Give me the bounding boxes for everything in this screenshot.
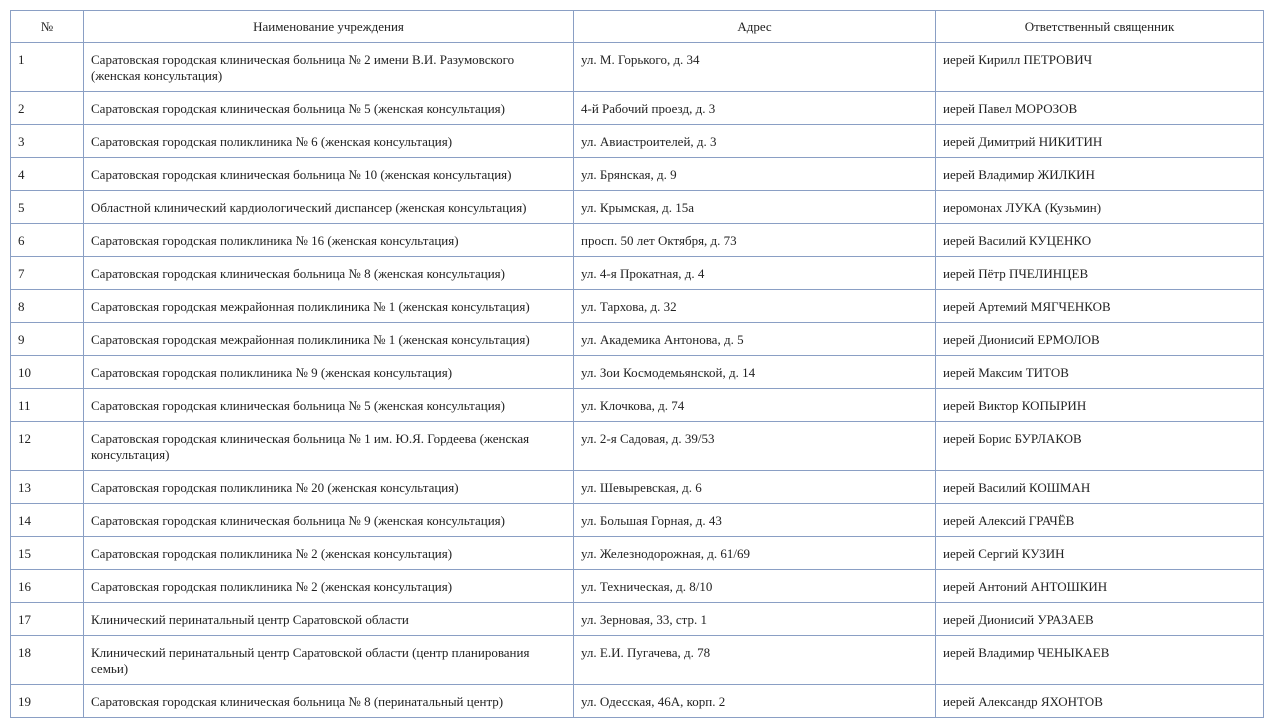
- cell-institution-name: Саратовская городская поликлиника № 6 (женская консультация): [84, 125, 574, 158]
- header-responsible-priest: Ответственный священник: [936, 11, 1264, 43]
- cell-address: ул. М. Горького, д. 34: [574, 43, 936, 92]
- cell-institution-name: Саратовская городская поликлиника № 16 (женская консультация): [84, 224, 574, 257]
- table-row: [11, 125, 1264, 158]
- cell-priest: иерей Борис БУРЛАКОВ: [936, 422, 1264, 471]
- header-address: Адрес: [574, 11, 936, 43]
- cell-number: 3: [11, 125, 84, 158]
- cell-number: 15: [11, 537, 84, 570]
- cell-number: 5: [11, 191, 84, 224]
- cell-number: 14: [11, 504, 84, 537]
- cell-number: 11: [11, 389, 84, 422]
- cell-number: 2: [11, 92, 84, 125]
- cell-number: 18: [11, 636, 84, 685]
- header-institution-name: Наименование учреждения: [84, 11, 574, 43]
- cell-address: ул. Железнодорожная, д. 61/69: [574, 537, 936, 570]
- cell-institution-name: Саратовская городская поликлиника № 20 (женская консультация): [84, 471, 574, 504]
- cell-institution-name: Саратовская городская клиническая больница № 5 (женская консультация): [84, 389, 574, 422]
- cell-institution-name: Саратовская городская межрайонная поликлиника № 1 (женская консультация): [84, 290, 574, 323]
- table-row: [11, 356, 1264, 389]
- table-row: [11, 92, 1264, 125]
- cell-address: ул. Крымская, д. 15а: [574, 191, 936, 224]
- cell-institution-name: Областной клинический кардиологический диспансер (женская консультация): [84, 191, 574, 224]
- hospital-priests-table-container: [10, 10, 1263, 718]
- table-row: [11, 603, 1264, 636]
- cell-priest: иерей Александр ЯХОНТОВ: [936, 685, 1264, 718]
- cell-address: ул. 4-я Прокатная, д. 4: [574, 257, 936, 290]
- cell-institution-name: Клинический перинатальный центр Саратовской области (центр планирования семьи): [84, 636, 574, 685]
- table-row: [11, 422, 1264, 471]
- cell-number: 7: [11, 257, 84, 290]
- cell-priest: иерей Артемий МЯГЧЕНКОВ: [936, 290, 1264, 323]
- cell-priest: иерей Дионисий УРАЗАЕВ: [936, 603, 1264, 636]
- table-header-row: [11, 11, 1264, 43]
- cell-priest: иерей Владимир ЧЕНЫКАЕВ: [936, 636, 1264, 685]
- cell-institution-name: Саратовская городская клиническая больница № 5 (женская консультация): [84, 92, 574, 125]
- table-row: [11, 537, 1264, 570]
- cell-address: 4-й Рабочий проезд, д. 3: [574, 92, 936, 125]
- cell-institution-name: Саратовская городская клиническая больница № 2 имени В.И. Разумовского (женская консультация): [84, 43, 574, 92]
- cell-number: 10: [11, 356, 84, 389]
- cell-number: 6: [11, 224, 84, 257]
- cell-institution-name: Саратовская городская клиническая больница № 9 (женская консультация): [84, 504, 574, 537]
- cell-priest: иерей Максим ТИТОВ: [936, 356, 1264, 389]
- cell-institution-name: Саратовская городская межрайонная поликлиника № 1 (женская консультация): [84, 323, 574, 356]
- table-row: [11, 290, 1264, 323]
- table-row: [11, 43, 1264, 92]
- cell-priest: иерей Пётр ПЧЕЛИНЦЕВ: [936, 257, 1264, 290]
- cell-address: ул. Клочкова, д. 74: [574, 389, 936, 422]
- cell-institution-name: Саратовская городская клиническая больница № 8 (перинатальный центр): [84, 685, 574, 718]
- cell-address: ул. Шевыревская, д. 6: [574, 471, 936, 504]
- cell-address: ул. Тархова, д. 32: [574, 290, 936, 323]
- cell-address: ул. Техническая, д. 8/10: [574, 570, 936, 603]
- table-row: [11, 570, 1264, 603]
- cell-address: ул. Авиастроителей, д. 3: [574, 125, 936, 158]
- cell-institution-name: Саратовская городская поликлиника № 2 (женская консультация): [84, 537, 574, 570]
- cell-number: 9: [11, 323, 84, 356]
- cell-priest: иерей Антоний АНТОШКИН: [936, 570, 1264, 603]
- cell-number: 16: [11, 570, 84, 603]
- table-row: [11, 224, 1264, 257]
- header-number: №: [11, 11, 84, 43]
- cell-number: 17: [11, 603, 84, 636]
- cell-priest: иеромонах ЛУКА (Кузьмин): [936, 191, 1264, 224]
- cell-address: просп. 50 лет Октября, д. 73: [574, 224, 936, 257]
- cell-address: ул. Брянская, д. 9: [574, 158, 936, 191]
- cell-institution-name: Саратовская городская клиническая больница № 1 им. Ю.Я. Гордеева (женская консультация): [84, 422, 574, 471]
- cell-priest: иерей Василий КОШМАН: [936, 471, 1264, 504]
- table-row: [11, 471, 1264, 504]
- table-row: [11, 323, 1264, 356]
- cell-priest: иерей Дионисий ЕРМОЛОВ: [936, 323, 1264, 356]
- cell-institution-name: Саратовская городская поликлиника № 9 (женская консультация): [84, 356, 574, 389]
- cell-institution-name: Саратовская городская поликлиника № 2 (женская консультация): [84, 570, 574, 603]
- cell-institution-name: Саратовская городская клиническая больница № 10 (женская консультация): [84, 158, 574, 191]
- cell-number: 19: [11, 685, 84, 718]
- cell-priest: иерей Василий КУЦЕНКО: [936, 224, 1264, 257]
- cell-priest: иерей Виктор КОПЫРИН: [936, 389, 1264, 422]
- table-row: [11, 389, 1264, 422]
- cell-address: ул. Большая Горная, д. 43: [574, 504, 936, 537]
- table-row: [11, 504, 1264, 537]
- cell-institution-name: Клинический перинатальный центр Саратовской области: [84, 603, 574, 636]
- cell-priest: иерей Кирилл ПЕТРОВИЧ: [936, 43, 1264, 92]
- cell-address: ул. Академика Антонова, д. 5: [574, 323, 936, 356]
- table-row: [11, 636, 1264, 685]
- hospital-priests-table: [10, 10, 1264, 718]
- cell-number: 13: [11, 471, 84, 504]
- cell-number: 4: [11, 158, 84, 191]
- cell-address: ул. Зерновая, 33, стр. 1: [574, 603, 936, 636]
- cell-number: 8: [11, 290, 84, 323]
- cell-address: ул. Зои Космодемьянской, д. 14: [574, 356, 936, 389]
- cell-address: ул. 2-я Садовая, д. 39/53: [574, 422, 936, 471]
- cell-priest: иерей Павел МОРОЗОВ: [936, 92, 1264, 125]
- table-row: [11, 158, 1264, 191]
- cell-number: 1: [11, 43, 84, 92]
- cell-priest: иерей Алексий ГРАЧЁВ: [936, 504, 1264, 537]
- cell-priest: иерей Владимир ЖИЛКИН: [936, 158, 1264, 191]
- cell-institution-name: Саратовская городская клиническая больница № 8 (женская консультация): [84, 257, 574, 290]
- table-row: [11, 191, 1264, 224]
- table-row: [11, 685, 1264, 718]
- cell-address: ул. Е.И. Пугачева, д. 78: [574, 636, 936, 685]
- cell-priest: иерей Димитрий НИКИТИН: [936, 125, 1264, 158]
- table-row: [11, 257, 1264, 290]
- cell-address: ул. Одесская, 46А, корп. 2: [574, 685, 936, 718]
- cell-number: 12: [11, 422, 84, 471]
- cell-priest: иерей Сергий КУЗИН: [936, 537, 1264, 570]
